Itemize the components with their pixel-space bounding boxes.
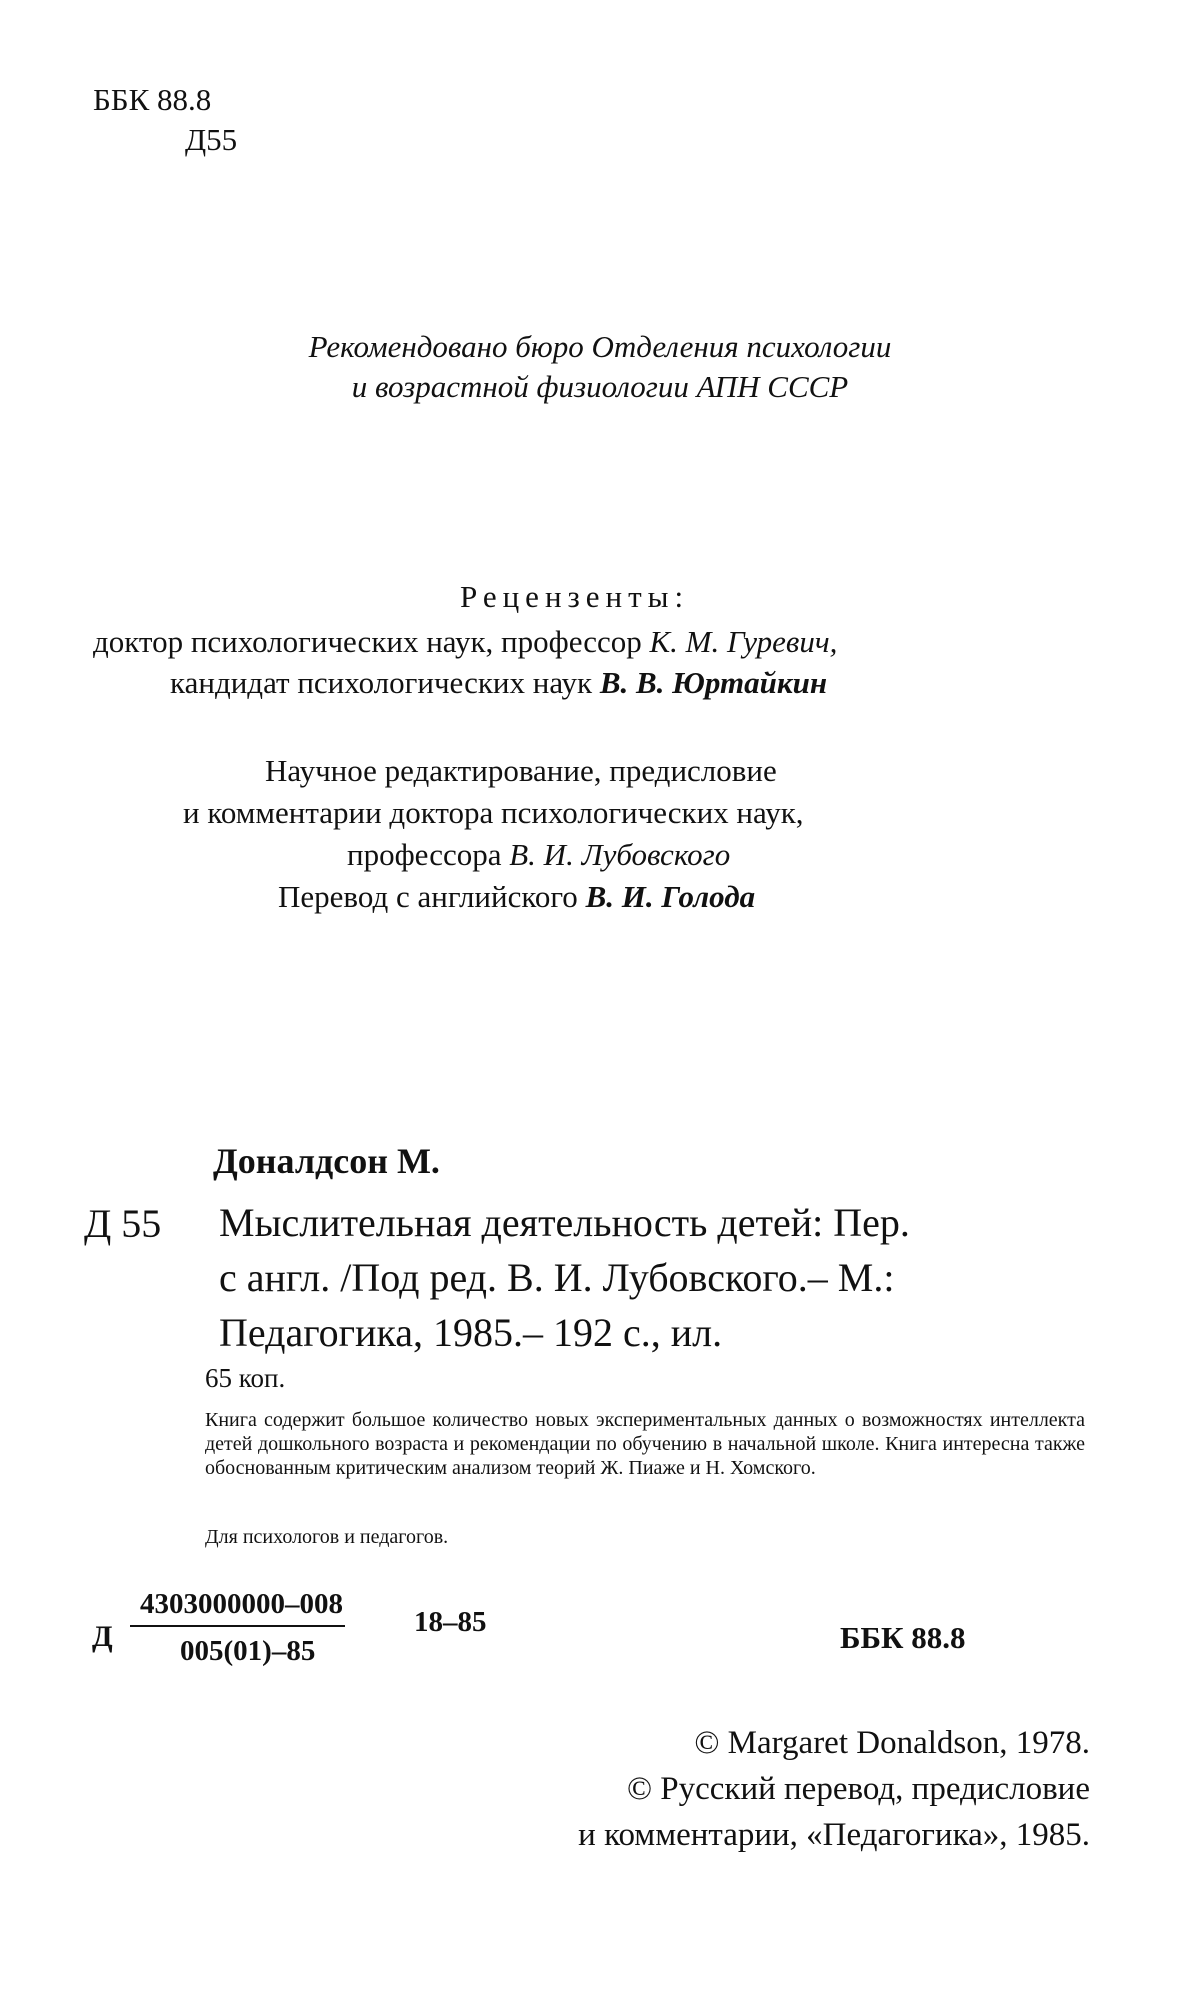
catalog-desc-line-3: Педагогика, 1985.– 192 с., ил. [219,1310,723,1355]
catalog-author: Доналдсон М. [213,1141,440,1181]
reviewer-1-name: К. М. Гуревич, [649,624,838,659]
reviewers-heading: Рецензенты: [460,579,690,614]
catalog-audience: Для психологов и педагогов. [205,1526,449,1548]
scientific-editor-title: профессора [347,837,510,872]
classification-numerator: 4303000000–008 [130,1588,345,1627]
reviewer-2-title: кандидат психологических наук [170,665,600,700]
classification-letter: Д [92,1620,113,1653]
classification-tail: 18–85 [414,1606,487,1638]
reviewer-2-name: В. В. Юртайкин [599,665,828,700]
scientific-editor-name: В. И. Лубовского [509,837,731,872]
translator-title: Перевод с английского [278,879,586,914]
bbk-header [93,80,237,160]
classification-fraction [130,1588,345,1668]
reviewer-1-title: доктор психологических наук, профессор [93,624,650,659]
translator [278,876,755,918]
scientific-editing-line-1: Научное редактирование, предисловие [265,753,777,788]
copyright-line-2: © Русский перевод, предисловие [626,1771,1090,1807]
copyright-line-1: © Margaret Donaldson, 1978. [694,1725,1090,1761]
catalog-price: 65 коп. [205,1363,286,1393]
catalog-annotation: Книга содержит большое количество новых экспериментальных данных о возможностях интеллекта детей дошкольного возраста и рекомендации по обучению в начальной школе. Книга интересна также обоснованным критическим анализом теорий Ж. Пиаже и Н. Хомского. [205,1409,1085,1479]
recommendation-line-1: Рекомендовано бюро Отделения психологии [308,329,892,364]
catalog-desc-line-2: с англ. /Под ред. В. И. Лубовского.– М.: [219,1255,895,1300]
classification-denominator: 005(01)–85 [180,1635,316,1667]
catalog-desc-line-1: Мыслительная деятельность детей: Пер. [219,1200,910,1245]
recommendation-line-2: и возрастной физиологии АПН СССР [351,369,849,404]
recommendation [0,327,1200,407]
author-index: Д55 [185,122,238,157]
catalog-code: Д 55 [84,1201,162,1246]
classification-bbk: ББК 88.8 [840,1620,966,1655]
bbk-code: ББК 88.8 [93,82,212,117]
copyright-line-3: и комментарии, «Педагогика», 1985. [578,1817,1090,1853]
scientific-editing-line-2: и комментарии доктора психологических наук, [183,795,804,830]
translator-name: В. И. Голода [585,879,756,914]
reviewer-2 [170,662,827,703]
reviewer-1 [93,621,837,662]
scientific-editor [347,834,730,876]
